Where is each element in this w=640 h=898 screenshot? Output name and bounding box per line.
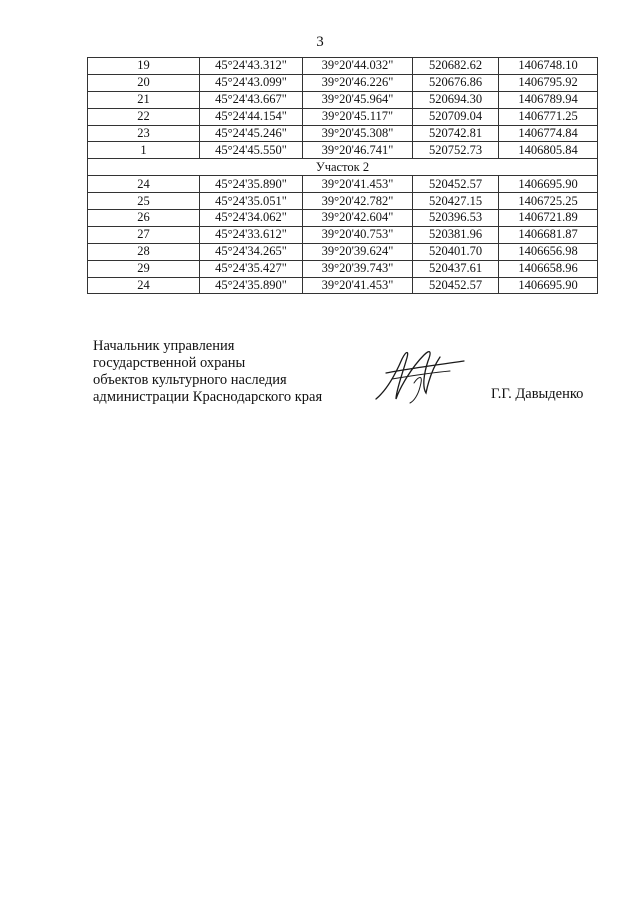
table-row — [88, 108, 598, 125]
longitude-cell: 39°20'39.743" — [303, 260, 413, 277]
signatory-name: Г.Г. Давыденко — [491, 386, 584, 402]
longitude-cell: 39°20'45.117" — [303, 108, 413, 125]
y-coordinate-cell: 1406774.84 — [499, 125, 598, 142]
section-label: Участок 2 — [88, 159, 598, 176]
page-number: 3 — [316, 34, 324, 50]
table-body — [88, 58, 598, 294]
table-row — [88, 58, 598, 75]
x-coordinate-cell: 520752.73 — [413, 142, 499, 159]
longitude-cell: 39°20'39.624" — [303, 243, 413, 260]
latitude-cell: 45°24'43.312" — [200, 58, 303, 75]
y-coordinate-cell: 1406656.98 — [499, 243, 598, 260]
longitude-cell: 39°20'46.226" — [303, 74, 413, 91]
y-coordinate-cell: 1406658.96 — [499, 260, 598, 277]
point-number-cell: 22 — [88, 108, 200, 125]
latitude-cell: 45°24'35.890" — [200, 176, 303, 193]
table-row — [88, 277, 598, 294]
y-coordinate-cell: 1406695.90 — [499, 176, 598, 193]
section-row — [88, 159, 598, 176]
latitude-cell: 45°24'43.099" — [200, 74, 303, 91]
table-row — [88, 243, 598, 260]
point-number-cell: 24 — [88, 277, 200, 294]
latitude-cell: 45°24'35.890" — [200, 277, 303, 294]
point-number-cell: 26 — [88, 210, 200, 227]
y-coordinate-cell: 1406805.84 — [499, 142, 598, 159]
point-number-cell: 24 — [88, 176, 200, 193]
point-number-cell: 21 — [88, 91, 200, 108]
latitude-cell: 45°24'34.062" — [200, 210, 303, 227]
x-coordinate-cell: 520381.96 — [413, 226, 499, 243]
latitude-cell: 45°24'45.246" — [200, 125, 303, 142]
latitude-cell: 45°24'33.612" — [200, 226, 303, 243]
table-row — [88, 210, 598, 227]
signatory-title-line: Начальник управления — [93, 338, 235, 354]
table-row — [88, 176, 598, 193]
x-coordinate-cell: 520682.62 — [413, 58, 499, 75]
longitude-cell: 39°20'42.782" — [303, 193, 413, 210]
y-coordinate-cell: 1406725.25 — [499, 193, 598, 210]
table-row — [88, 193, 598, 210]
point-number-cell: 27 — [88, 226, 200, 243]
point-number-cell: 19 — [88, 58, 200, 75]
latitude-cell: 45°24'35.427" — [200, 260, 303, 277]
x-coordinate-cell: 520694.30 — [413, 91, 499, 108]
point-number-cell: 25 — [88, 193, 200, 210]
signatory-title-line: государственной охраны — [93, 355, 246, 371]
x-coordinate-cell: 520401.70 — [413, 243, 499, 260]
y-coordinate-cell: 1406721.89 — [499, 210, 598, 227]
longitude-cell: 39°20'41.453" — [303, 277, 413, 294]
y-coordinate-cell: 1406695.90 — [499, 277, 598, 294]
longitude-cell: 39°20'41.453" — [303, 176, 413, 193]
longitude-cell: 39°20'45.964" — [303, 91, 413, 108]
x-coordinate-cell: 520709.04 — [413, 108, 499, 125]
x-coordinate-cell: 520452.57 — [413, 176, 499, 193]
longitude-cell: 39°20'44.032" — [303, 58, 413, 75]
y-coordinate-cell: 1406771.25 — [499, 108, 598, 125]
signatory-title-line: объектов культурного наследия — [93, 372, 287, 388]
x-coordinate-cell: 520742.81 — [413, 125, 499, 142]
x-coordinate-cell: 520427.15 — [413, 193, 499, 210]
table-row — [88, 260, 598, 277]
longitude-cell: 39°20'40.753" — [303, 226, 413, 243]
longitude-cell: 39°20'46.741" — [303, 142, 413, 159]
latitude-cell: 45°24'44.154" — [200, 108, 303, 125]
point-number-cell: 28 — [88, 243, 200, 260]
coordinates-table — [87, 57, 598, 294]
latitude-cell: 45°24'34.265" — [200, 243, 303, 260]
point-number-cell: 1 — [88, 142, 200, 159]
latitude-cell: 45°24'45.550" — [200, 142, 303, 159]
latitude-cell: 45°24'35.051" — [200, 193, 303, 210]
point-number-cell: 20 — [88, 74, 200, 91]
x-coordinate-cell: 520437.61 — [413, 260, 499, 277]
latitude-cell: 45°24'43.667" — [200, 91, 303, 108]
table-row — [88, 142, 598, 159]
y-coordinate-cell: 1406789.94 — [499, 91, 598, 108]
signatory-title-line: администрации Краснодарского края — [93, 389, 323, 405]
longitude-cell: 39°20'45.308" — [303, 125, 413, 142]
x-coordinate-cell: 520676.86 — [413, 74, 499, 91]
table-row — [88, 125, 598, 142]
signatory-title — [93, 338, 322, 406]
handwritten-signature-icon — [366, 343, 466, 405]
point-number-cell: 29 — [88, 260, 200, 277]
y-coordinate-cell: 1406748.10 — [499, 58, 598, 75]
y-coordinate-cell: 1406795.92 — [499, 74, 598, 91]
x-coordinate-cell: 520396.53 — [413, 210, 499, 227]
x-coordinate-cell: 520452.57 — [413, 277, 499, 294]
longitude-cell: 39°20'42.604" — [303, 210, 413, 227]
y-coordinate-cell: 1406681.87 — [499, 226, 598, 243]
point-number-cell: 23 — [88, 125, 200, 142]
table-row — [88, 226, 598, 243]
table-row — [88, 91, 598, 108]
table-row — [88, 74, 598, 91]
